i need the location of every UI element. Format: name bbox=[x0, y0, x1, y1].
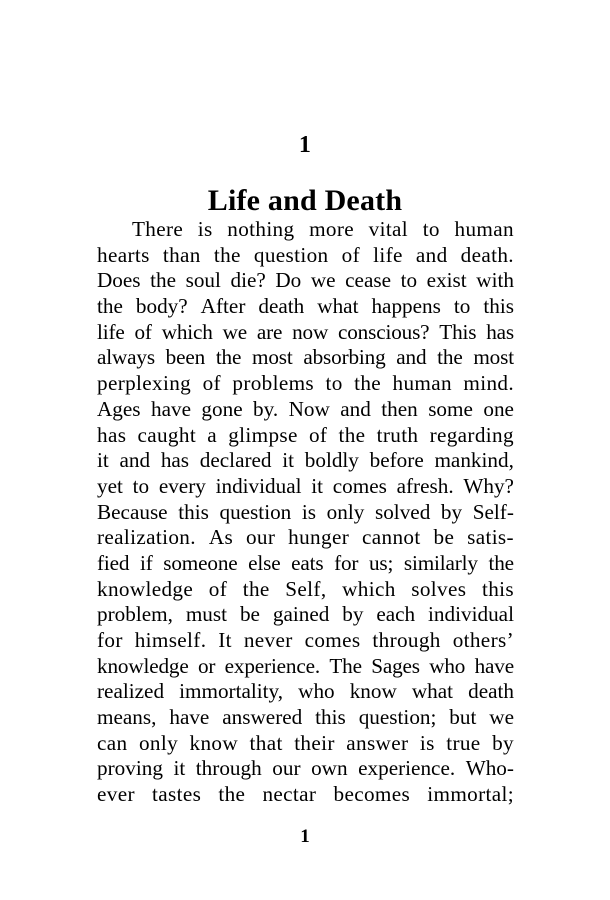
word: which bbox=[342, 576, 396, 601]
word: with bbox=[476, 268, 514, 293]
word: The bbox=[329, 653, 362, 678]
word: is bbox=[197, 217, 213, 241]
word: means, bbox=[97, 705, 157, 730]
body-text-line bbox=[97, 217, 514, 243]
body-text-line bbox=[97, 731, 514, 757]
word: death. bbox=[460, 242, 514, 267]
word: by bbox=[342, 602, 364, 627]
word: After bbox=[200, 294, 246, 319]
word: by. bbox=[253, 396, 279, 421]
word: experience. bbox=[224, 653, 321, 678]
page-number-folio: 1 bbox=[300, 826, 310, 847]
word: has bbox=[97, 422, 127, 447]
word: die? bbox=[230, 268, 266, 293]
word: never bbox=[243, 628, 293, 652]
word: vital bbox=[368, 217, 409, 241]
word: boldly bbox=[304, 448, 359, 473]
word: the bbox=[488, 550, 514, 575]
word: always bbox=[97, 345, 155, 370]
body-text-line bbox=[97, 756, 514, 782]
word: the bbox=[437, 345, 463, 370]
word: declared bbox=[199, 448, 272, 473]
word: human bbox=[392, 371, 452, 396]
word: realization. bbox=[97, 525, 196, 550]
word: of bbox=[341, 242, 360, 267]
word: life bbox=[97, 319, 125, 344]
word: be bbox=[239, 602, 260, 627]
word: has bbox=[160, 448, 190, 473]
word: but bbox=[449, 705, 477, 730]
word: to bbox=[400, 268, 418, 293]
word: our bbox=[272, 756, 301, 781]
word: every bbox=[158, 473, 206, 498]
word: ever bbox=[97, 782, 135, 807]
word: by bbox=[492, 730, 514, 755]
word: have bbox=[474, 653, 514, 678]
word: what bbox=[411, 679, 454, 704]
word: this bbox=[315, 705, 346, 730]
word: through bbox=[195, 756, 262, 781]
word: question bbox=[219, 499, 292, 524]
word: Self- bbox=[472, 499, 514, 524]
word: realized bbox=[97, 679, 165, 704]
word: knowledge bbox=[97, 653, 189, 678]
word: Self, bbox=[285, 576, 327, 601]
word: regarding bbox=[429, 422, 514, 447]
word: the bbox=[215, 345, 242, 370]
body-text-line bbox=[97, 628, 514, 654]
word: most bbox=[251, 345, 293, 370]
word: own bbox=[311, 756, 348, 781]
word: their bbox=[294, 730, 335, 755]
word: death bbox=[258, 294, 305, 319]
word: tastes bbox=[152, 782, 202, 807]
word: to bbox=[325, 371, 343, 396]
word: know bbox=[189, 730, 239, 755]
body-text-line bbox=[97, 474, 514, 500]
word: the bbox=[213, 242, 241, 267]
word: fied bbox=[97, 550, 130, 575]
word: only bbox=[326, 499, 365, 524]
word: becomes bbox=[333, 782, 411, 807]
word: proving bbox=[97, 756, 163, 781]
word: caught bbox=[137, 422, 197, 447]
word: now bbox=[292, 319, 329, 344]
word: be bbox=[433, 525, 455, 550]
word: comes bbox=[332, 473, 387, 498]
word: is bbox=[301, 499, 317, 524]
word: that bbox=[249, 730, 283, 755]
body-text-line bbox=[97, 525, 514, 551]
word: problem, bbox=[97, 602, 173, 627]
word: satis- bbox=[467, 525, 514, 550]
word: similarly bbox=[403, 550, 478, 575]
word: the bbox=[354, 371, 382, 396]
word: have bbox=[150, 396, 191, 421]
word: then bbox=[381, 396, 418, 421]
word: yet bbox=[97, 473, 123, 498]
word: to bbox=[422, 217, 440, 241]
word: is bbox=[419, 730, 435, 755]
word: mind. bbox=[463, 371, 514, 396]
word: or bbox=[197, 653, 216, 678]
word: through bbox=[372, 628, 441, 652]
body-text-line bbox=[97, 577, 514, 603]
word: Why? bbox=[463, 473, 514, 498]
word: problems bbox=[232, 371, 315, 396]
word: each bbox=[376, 602, 416, 627]
word: Do bbox=[275, 268, 302, 293]
word: mankind, bbox=[434, 448, 514, 473]
word: have bbox=[169, 705, 210, 730]
body-paragraph bbox=[97, 217, 514, 808]
word: perplexing bbox=[97, 371, 192, 396]
word: are bbox=[256, 319, 283, 344]
word: happens bbox=[371, 294, 441, 319]
word: for bbox=[97, 628, 123, 652]
word: conscious? bbox=[337, 319, 430, 344]
word: It bbox=[218, 628, 232, 652]
word: death bbox=[468, 679, 514, 704]
word: to bbox=[132, 473, 150, 498]
word: As bbox=[208, 525, 234, 550]
word: who bbox=[298, 679, 335, 704]
word: true bbox=[446, 730, 481, 755]
word: of bbox=[308, 422, 328, 447]
word: this bbox=[483, 294, 514, 319]
body-text-line bbox=[97, 602, 514, 628]
word: know bbox=[349, 679, 397, 704]
word: the bbox=[338, 422, 366, 447]
word: individual bbox=[215, 473, 302, 498]
word: us; bbox=[368, 550, 394, 575]
body-text-line bbox=[97, 423, 514, 449]
word: nothing bbox=[227, 217, 295, 241]
word: we bbox=[222, 319, 247, 344]
body-text-line bbox=[97, 448, 514, 474]
body-text-line bbox=[97, 320, 514, 346]
word: one bbox=[483, 396, 514, 421]
word: our bbox=[245, 525, 276, 550]
word: There bbox=[132, 217, 184, 241]
word: to bbox=[453, 294, 471, 319]
word: someone bbox=[163, 550, 238, 575]
word: hunger bbox=[288, 525, 350, 550]
body-text-line bbox=[97, 500, 514, 526]
word: nectar bbox=[262, 782, 317, 807]
word: immortality, bbox=[179, 679, 284, 704]
word: else bbox=[248, 550, 281, 575]
word: question bbox=[253, 242, 329, 267]
body-text-line bbox=[97, 782, 514, 808]
word: This bbox=[439, 319, 477, 344]
word: it bbox=[173, 756, 186, 781]
word: by bbox=[440, 499, 463, 524]
word: Ages bbox=[97, 396, 141, 421]
word: this bbox=[481, 576, 514, 601]
word: question; bbox=[358, 705, 437, 730]
word: of bbox=[202, 371, 221, 396]
word: this bbox=[178, 499, 209, 524]
word: more bbox=[309, 217, 355, 241]
chapter-title: Life and Death bbox=[207, 184, 403, 218]
word: answer bbox=[346, 730, 409, 755]
word: answered bbox=[222, 705, 303, 730]
word: soul bbox=[185, 268, 221, 293]
body-text-line bbox=[97, 371, 514, 397]
word: and bbox=[119, 448, 151, 473]
word: most bbox=[473, 345, 514, 370]
word: of bbox=[208, 576, 228, 601]
word: truth bbox=[376, 422, 419, 447]
word: and bbox=[415, 242, 448, 267]
word: it bbox=[97, 448, 109, 473]
word: some bbox=[428, 396, 473, 421]
word: who bbox=[429, 653, 466, 678]
word: must bbox=[185, 602, 228, 627]
body-text-line bbox=[97, 294, 514, 320]
word: glimpse bbox=[228, 422, 298, 447]
body-text-line bbox=[97, 268, 514, 294]
word: solved bbox=[374, 499, 431, 524]
word: exist bbox=[426, 268, 467, 293]
body-text-line bbox=[97, 705, 514, 731]
word: it bbox=[311, 473, 324, 498]
word: the bbox=[97, 294, 123, 319]
word: which bbox=[161, 319, 213, 344]
word: immortal; bbox=[427, 782, 514, 807]
body-text-line bbox=[97, 551, 514, 577]
word: than bbox=[162, 242, 201, 267]
word: we bbox=[489, 705, 514, 730]
word: knowledge bbox=[97, 576, 194, 601]
word: it bbox=[282, 448, 295, 473]
word: we bbox=[310, 268, 336, 293]
word: the bbox=[242, 576, 270, 601]
word: individual bbox=[428, 602, 514, 627]
word: absorbing bbox=[303, 345, 386, 370]
word: before bbox=[369, 448, 424, 473]
body-text-line bbox=[97, 345, 514, 371]
word: been bbox=[165, 345, 206, 370]
word: experience. bbox=[358, 756, 456, 781]
word: a bbox=[207, 422, 218, 447]
word: if bbox=[139, 550, 153, 575]
chapter-number: 1 bbox=[298, 132, 312, 158]
word: hearts bbox=[97, 242, 150, 267]
word: Sages bbox=[371, 653, 420, 678]
word: solves bbox=[411, 576, 467, 601]
word: eats bbox=[291, 550, 324, 575]
word: cease bbox=[345, 268, 392, 293]
word: the bbox=[150, 268, 177, 293]
word: Who- bbox=[465, 756, 514, 781]
word: of bbox=[134, 319, 152, 344]
word: for bbox=[334, 550, 359, 575]
body-text-line bbox=[97, 243, 514, 269]
word: gained bbox=[272, 602, 330, 627]
word: Does bbox=[97, 268, 141, 293]
body-text-line bbox=[97, 679, 514, 705]
word: what bbox=[317, 294, 359, 319]
word: others’ bbox=[452, 628, 514, 652]
word: Because bbox=[97, 499, 168, 524]
word: can bbox=[97, 730, 128, 755]
word: afresh. bbox=[396, 473, 454, 498]
word: comes bbox=[304, 628, 361, 652]
word: and bbox=[396, 345, 427, 370]
word: Now bbox=[288, 396, 330, 421]
word: gone bbox=[201, 396, 243, 421]
body-text-line bbox=[97, 397, 514, 423]
body-text-line bbox=[97, 654, 514, 680]
word: and bbox=[340, 396, 371, 421]
word: has bbox=[486, 319, 514, 344]
word: body? bbox=[135, 294, 188, 319]
word: himself. bbox=[134, 628, 207, 652]
word: cannot bbox=[362, 525, 421, 550]
word: the bbox=[218, 782, 246, 807]
word: human bbox=[454, 217, 514, 241]
word: life bbox=[373, 242, 403, 267]
word: only bbox=[138, 730, 179, 755]
